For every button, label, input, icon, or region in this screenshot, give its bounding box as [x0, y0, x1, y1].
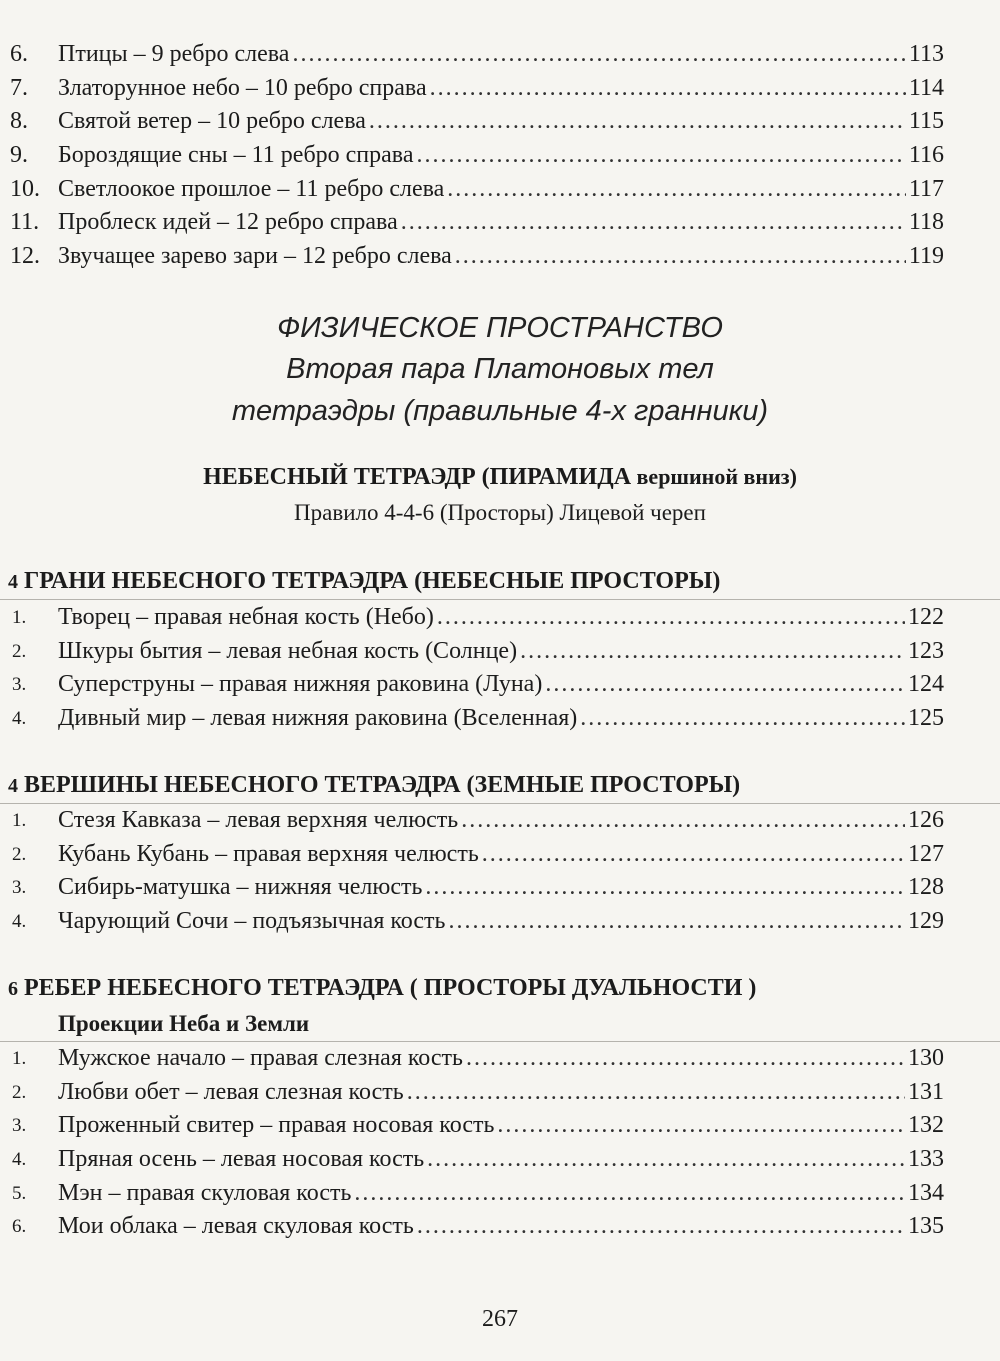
entry-number: 11. [10, 209, 40, 236]
toc-entry[interactable] [0, 1143, 1000, 1177]
faces-count: 4 [8, 571, 18, 593]
dot-leader [292, 38, 905, 72]
entry-number: 4. [12, 708, 27, 730]
entry-title: Бороздящие сны – 11 ребро справа [58, 142, 414, 169]
entry-page: 128 [908, 874, 944, 901]
entry-number: 4. [12, 911, 27, 933]
entry-title: Пряная осень – левая носовая кость [58, 1146, 425, 1173]
entry-page: 131 [908, 1078, 944, 1105]
page-number: 267 [482, 1306, 518, 1332]
toc-entry[interactable] [0, 702, 1000, 736]
entry-page: 130 [908, 1045, 944, 1071]
dot-leader [455, 240, 906, 274]
entry-title: Златорунное небо – 10 ребро справа [58, 74, 427, 101]
dot-leader [448, 905, 905, 939]
entry-title: Дивный мир – левая нижняя раковина (Вселенная) [58, 705, 578, 732]
entry-page: 134 [908, 1179, 944, 1206]
heavenly-tetrahedron-title [0, 464, 1000, 491]
platonic-pair-subtitle: Вторая пара Платоновых тел [286, 353, 714, 385]
toc-entry[interactable] [0, 240, 1000, 274]
toc-entry[interactable] [0, 635, 1000, 669]
dot-leader [461, 804, 905, 838]
toc-entry[interactable] [0, 1210, 1000, 1244]
entry-page: 113 [908, 41, 944, 67]
toc-entry[interactable] [0, 139, 1000, 173]
dot-leader [520, 635, 905, 669]
dot-leader [417, 1210, 905, 1244]
tetra-title-main: НЕБЕСНЫЙ ТЕТРАЭДР (ПИРАМИДА [203, 464, 632, 490]
entry-number: 1. [12, 607, 27, 628]
edges-subheading: Проекции Неба и Земли [58, 1011, 310, 1036]
dot-leader [545, 668, 905, 702]
entry-title: Птицы – 9 ребро слева [58, 41, 290, 67]
entry-number: 3. [12, 877, 27, 899]
entry-title: Сибирь-матушка – нижняя челюсть [58, 874, 423, 901]
dot-leader [466, 1042, 905, 1076]
toc-entry[interactable] [0, 72, 1000, 106]
entry-title: Творец – правая небная кость (Небо) [58, 604, 434, 630]
edges-heading-text: РЕБЕР НЕБЕСНОГО ТЕТРАЭДРА ( ПРОСТОРЫ ДУАЛЬНОСТИ ) [24, 975, 757, 1001]
entry-number: 10. [10, 175, 40, 202]
vertices-list [0, 804, 1000, 939]
entry-page: 118 [908, 209, 944, 236]
toc-entry[interactable] [0, 1109, 1000, 1143]
entry-page: 129 [908, 908, 944, 935]
toc-entry[interactable] [0, 206, 1000, 240]
toc-entry[interactable] [0, 38, 1000, 72]
dot-leader [425, 871, 905, 905]
toc-entry[interactable] [0, 105, 1000, 139]
toc-entry[interactable] [0, 838, 1000, 872]
entry-number: 12. [10, 243, 40, 270]
entry-number: 2. [12, 640, 27, 662]
dot-leader [416, 139, 905, 173]
entry-number: 8. [10, 108, 28, 135]
dot-leader [427, 1143, 905, 1177]
entry-page: 122 [908, 604, 944, 630]
dot-leader [437, 601, 905, 635]
entry-number: 1. [12, 810, 27, 831]
top-entries-list [0, 38, 1000, 274]
toc-entry[interactable] [0, 1076, 1000, 1110]
entry-number: 4. [12, 1149, 27, 1171]
entry-title: Святой ветер – 10 ребро слева [58, 108, 366, 135]
entry-page: 133 [908, 1146, 944, 1173]
entry-number: 2. [12, 1081, 27, 1103]
entry-title: Светлоокое прошлое – 11 ребро слева [58, 175, 445, 202]
toc-entry[interactable] [0, 871, 1000, 905]
entry-title: Проблеск идей – 12 ребро справа [58, 209, 398, 236]
toc-entry[interactable] [0, 905, 1000, 939]
entry-page: 125 [908, 705, 944, 732]
entry-page: 126 [908, 807, 944, 833]
entry-title: Шкуры бытия – левая небная кость (Солнце) [58, 637, 518, 664]
entry-page: 132 [908, 1112, 944, 1139]
toc-entry[interactable] [0, 173, 1000, 207]
dot-leader [580, 702, 905, 736]
entry-number: 9. [10, 142, 28, 169]
entry-title: Звучащее зарево зари – 12 ребро слева [58, 243, 452, 270]
entry-number: 3. [12, 674, 27, 696]
entry-page: 115 [908, 108, 944, 135]
entry-number: 5. [12, 1182, 27, 1204]
faces-list [0, 601, 1000, 736]
entry-number: 2. [12, 843, 27, 865]
rule-line: Правило 4-4-6 (Просторы) Лицевой череп [294, 500, 706, 525]
entry-title: Стезя Кавказа – левая верхняя челюсть [58, 807, 459, 833]
dot-leader [430, 72, 906, 106]
entry-page: 117 [908, 175, 944, 202]
faces-heading [8, 568, 720, 595]
entry-number: 6. [12, 1216, 27, 1238]
dot-leader [407, 1076, 905, 1110]
entry-page: 123 [908, 637, 944, 664]
dot-leader [369, 105, 906, 139]
entry-page: 127 [908, 840, 944, 867]
edges-list [0, 1042, 1000, 1244]
dot-leader [401, 206, 906, 240]
entry-page: 119 [908, 243, 944, 270]
entry-page: 124 [908, 671, 944, 698]
entry-number: 6. [10, 41, 28, 67]
entry-number: 7. [10, 74, 28, 101]
toc-entry[interactable] [0, 1042, 1000, 1076]
vertices-count: 4 [8, 775, 18, 797]
faces-heading-text: ГРАНИ НЕБЕСНОГО ТЕТРАЭДРА (НЕБЕСНЫЕ ПРОСТОРЫ) [24, 568, 721, 594]
entry-title: Кубань Кубань – правая верхняя челюсть [58, 840, 479, 867]
entry-title: Мэн – правая скуловая кость [58, 1179, 352, 1206]
dot-leader [447, 173, 906, 207]
entry-title: Любви обет – левая слезная кость [58, 1078, 404, 1105]
entry-number: 3. [12, 1115, 27, 1137]
edges-heading [8, 975, 756, 1002]
entry-title: Чарующий Сочи – подъязычная кость [58, 908, 446, 935]
entry-number: 1. [12, 1048, 27, 1069]
toc-entry[interactable] [0, 601, 1000, 635]
entry-title: Мои облака – левая скуловая кость [58, 1213, 414, 1240]
entry-title: Суперструны – правая нижняя раковина (Луна) [58, 671, 543, 698]
toc-entry[interactable] [0, 1177, 1000, 1211]
tetrahedra-subtitle: тетраэдры (правильные 4-х гранники) [231, 395, 769, 427]
dot-leader [354, 1177, 905, 1211]
edges-count: 6 [8, 978, 18, 1000]
entry-title: Мужское начало – правая слезная кость [58, 1045, 463, 1071]
toc-entry[interactable] [0, 804, 1000, 838]
entry-page: 116 [908, 142, 944, 169]
toc-entry[interactable] [0, 668, 1000, 702]
dot-leader [497, 1109, 905, 1143]
tetra-title-rest: вершиной вниз) [631, 464, 797, 489]
vertices-heading [8, 772, 740, 799]
physical-space-title: ФИЗИЧЕСКОЕ ПРОСТРАНСТВО [277, 312, 723, 344]
section-divider [0, 599, 1000, 600]
entry-page: 114 [908, 74, 944, 101]
vertices-heading-text: ВЕРШИНЫ НЕБЕСНОГО ТЕТРАЭДРА (ЗЕМНЫЕ ПРОСТОРЫ) [24, 772, 741, 798]
dot-leader [482, 838, 905, 872]
entry-title: Проженный свитер – правая носовая кость [58, 1112, 495, 1139]
entry-page: 135 [908, 1213, 944, 1240]
